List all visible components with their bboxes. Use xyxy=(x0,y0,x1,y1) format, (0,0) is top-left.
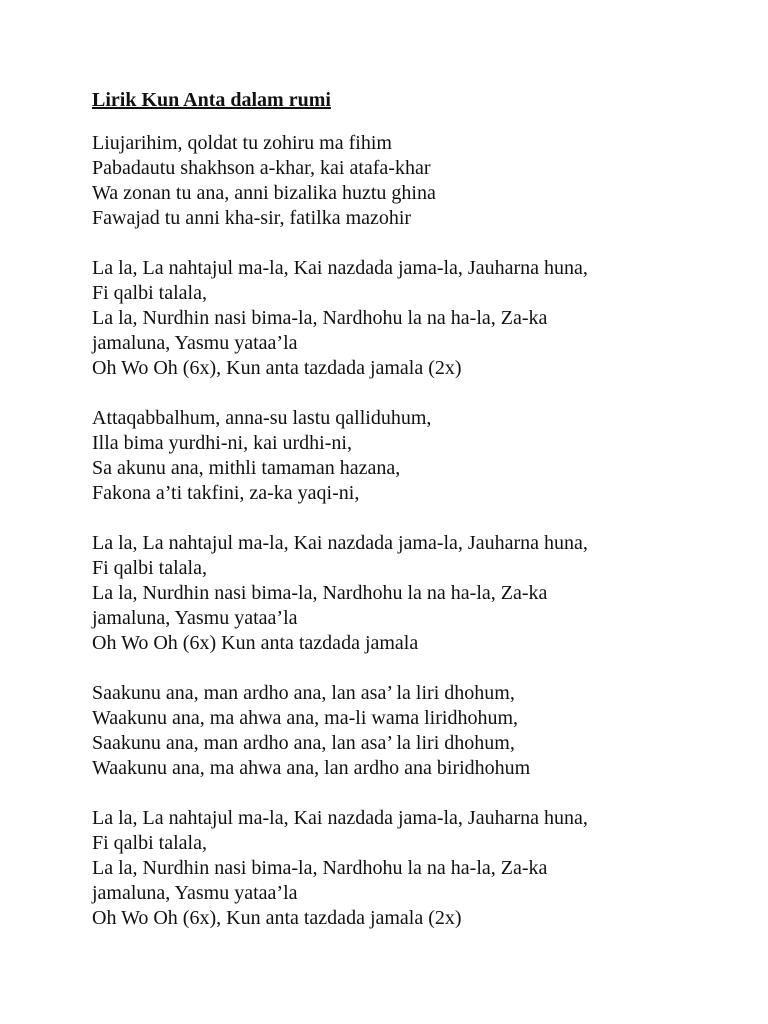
lyrics-line: Liujarihim, qoldat tu zohiru ma fihim xyxy=(92,132,392,154)
lyrics-line: jamaluna, Yasmu yataa’la xyxy=(92,607,298,629)
lyrics-line: Oh Wo Oh (6x), Kun anta tazdada jamala (2x) xyxy=(92,907,462,929)
lyrics-line: Waakunu ana, ma ahwa ana, lan ardho ana biridhohum xyxy=(92,757,531,779)
lyrics-line: Sa akunu ana, mithli tamaman hazana, xyxy=(92,457,401,479)
lyrics-stanza xyxy=(92,531,588,656)
lyrics-line: Saakunu ana, man ardho ana, lan asa’ la liri dhohum, xyxy=(92,732,515,754)
lyrics-line: Fi qalbi talala, xyxy=(92,282,207,304)
lyrics-line: La la, La nahtajul ma-la, Kai nazdada jama-la, Jauharna huna, xyxy=(92,532,588,554)
lyrics-stanza xyxy=(92,806,588,931)
lyrics-line: jamaluna, Yasmu yataa’la xyxy=(92,882,298,904)
lyrics-line: La la, Nurdhin nasi bima-la, Nardhohu la na ha-la, Za-ka xyxy=(92,857,548,879)
lyrics-line: Attaqabbalhum, anna-su lastu qalliduhum, xyxy=(92,407,432,429)
lyrics-line: Illa bima yurdhi-ni, kai urdhi-ni, xyxy=(92,432,352,454)
lyrics-line: Pabadautu shakhson a-khar, kai atafa-khar xyxy=(92,157,431,179)
document-title: Lirik Kun Anta dalam rumi xyxy=(92,89,331,111)
lyrics-line: Fi qalbi talala, xyxy=(92,557,207,579)
lyrics-stanza xyxy=(92,131,588,231)
lyrics-stanza xyxy=(92,406,588,506)
lyrics-stanza xyxy=(92,256,588,381)
lyrics-line: Fakona a’ti takfini, za-ka yaqi-ni, xyxy=(92,482,360,504)
lyrics-line: Waakunu ana, ma ahwa ana, ma-li wama liridhohum, xyxy=(92,707,519,729)
lyrics-line: jamaluna, Yasmu yataa’la xyxy=(92,332,298,354)
lyrics-line: Fi qalbi talala, xyxy=(92,832,207,854)
lyrics-line: Fawajad tu anni kha-sir, fatilka mazohir xyxy=(92,207,412,229)
lyrics-line: La la, Nurdhin nasi bima-la, Nardhohu la na ha-la, Za-ka xyxy=(92,307,548,329)
lyrics-line: Oh Wo Oh (6x) Kun anta tazdada jamala xyxy=(92,632,419,654)
lyrics-stanza xyxy=(92,681,588,781)
lyrics-body xyxy=(92,131,588,956)
lyrics-line: La la, La nahtajul ma-la, Kai nazdada jama-la, Jauharna huna, xyxy=(92,257,588,279)
lyrics-line: Wa zonan tu ana, anni bizalika huztu ghina xyxy=(92,182,436,204)
lyrics-line: La la, La nahtajul ma-la, Kai nazdada jama-la, Jauharna huna, xyxy=(92,807,588,829)
lyrics-line: Saakunu ana, man ardho ana, lan asa’ la liri dhohum, xyxy=(92,682,515,704)
lyrics-line: La la, Nurdhin nasi bima-la, Nardhohu la na ha-la, Za-ka xyxy=(92,582,548,604)
lyrics-line: Oh Wo Oh (6x), Kun anta tazdada jamala (2x) xyxy=(92,357,462,379)
